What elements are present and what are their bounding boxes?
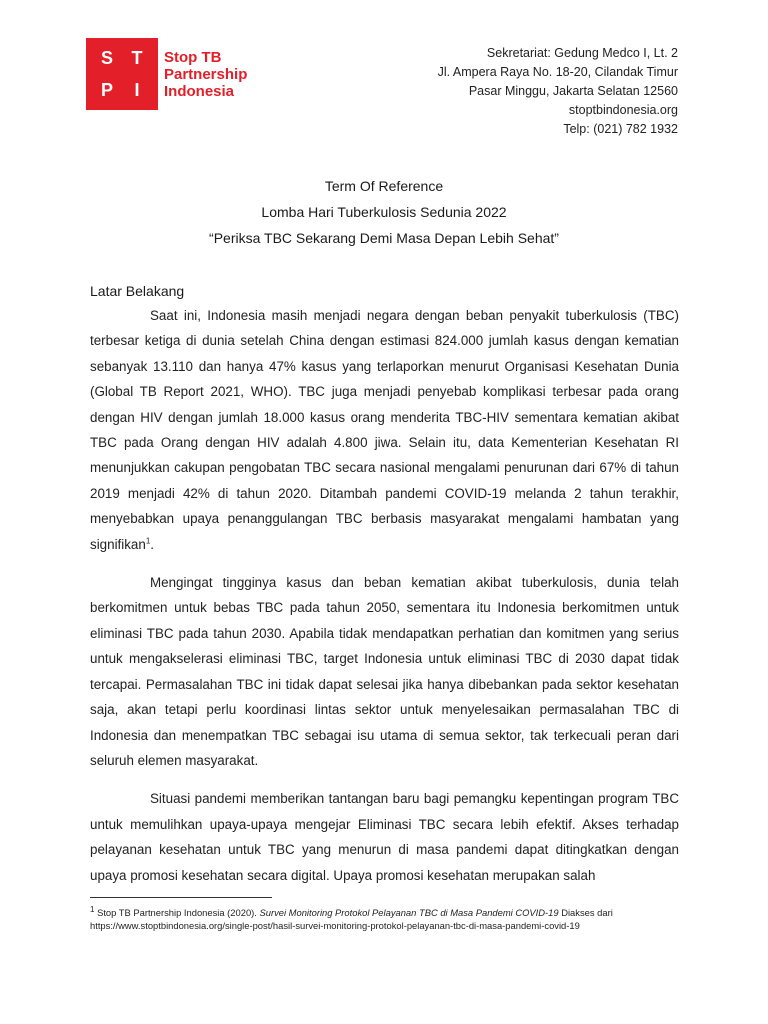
paragraph: Situasi pandemi memberikan tantangan baru bagi pemangku kepentingan program TBC untuk memulihkan upaya-upaya mengejar Eliminasi TBC secara lebih efektif. Akses terhadap pelayanan kesehatan untuk TBC yang menurun di masa pandemi dapat ditingkatkan dengan upaya promosi kesehatan secara digital. Upaya promosi kesehatan merupakan salah — [90, 791, 679, 883]
logo-letter-t: T — [131, 48, 143, 68]
title-line: Lomba Hari Tuberkulosis Sedunia 2022 — [261, 204, 507, 220]
document-body — [90, 303, 679, 901]
logo-name-line: Indonesia — [164, 82, 235, 100]
website-link[interactable]: stoptbindonesia.org — [568, 103, 678, 117]
document-title — [0, 173, 768, 251]
address-line: Jl. Ampera Raya No. 18-20, Cilandak Timur — [437, 65, 678, 79]
section-heading: Latar Belakang — [90, 283, 185, 299]
logo-name-line: Stop TB — [164, 48, 222, 66]
footnote-divider — [90, 897, 272, 898]
secretariat-address — [438, 44, 678, 139]
logo-letter-p: P — [100, 80, 113, 100]
logo-letter-s: S — [100, 48, 113, 68]
title-line: Term Of Reference — [324, 178, 444, 194]
footnote-prefix: Stop TB Partnership Indonesia (2020). — [97, 907, 260, 918]
footnote-suffix: Diakses dari https://www.stoptbindonesia.org/single-post/hasil-survei-monitoring-protokol-pelayanan-tbc-di-masa-pandemi-covid-19 — [90, 907, 613, 931]
footnote-marker: 1 — [90, 904, 95, 914]
footnote-ref[interactable]: 1 — [145, 536, 151, 546]
footnote-title: Survei Monitoring Protokol Pelayanan TBC di Masa Pandemi COVID-19 — [259, 907, 559, 918]
logo-letter-i: I — [134, 80, 140, 100]
phone-number: Telp: (021) 782 1932 — [563, 122, 678, 136]
paragraph-text: Saat ini, Indonesia masih menjadi negara dengan beban penyakit tuberkulosis (TBC) terbesar ketiga di dunia setelah China dengan estimasi 824.000 jumlah kasus dengan kematian sebanyak 13.110 dan hanya 47% kasus yang terlaporkan menurut Organisasi Kesehatan Dunia (Global TB Report 2021, WHO). TBC juga menjadi penyebab komplikasi terbesar pada orang dengan HIV dengan jumlah 18.000 kasus orang menderita TBC-HIV sementara kematian akibat TBC pada Orang dengan HIV adalah 4.800 jiwa. Selain itu, data Kementerian Kesehatan RI menunjukkan cakupan pengobatan TBC secara nasional mengalami penurunan dari 67% di tahun 2019 menjadi 42% di tahun 2020. Ditambah pandemi COVID-19 melanda 2 tahun terakhir, menyebabkan upaya penanggulangan TBC berbasis masyarakat mengalami hambatan yang signifikan — [90, 308, 679, 552]
stpi-logo — [86, 38, 247, 110]
address-line: Pasar Minggu, Jakarta Selatan 12560 — [468, 84, 678, 98]
logo-name-line: Partnership — [164, 65, 248, 83]
paragraph: Mengingat tingginya kasus dan beban kematian akibat tuberkulosis, dunia telah berkomitmen untuk bebas TBC pada tahun 2050, sementara itu Indonesia berkomitmen untuk eliminasi TBC pada tahun 2030. Apabila tidak mendapatkan perhatian dan komitmen yang serius untuk mengakselerasi eliminasi TBC, target Indonesia untuk eliminasi TBC di 2030 dapat tidak tercapai. Permasalahan TBC ini tidak dapat selesai jika hanya dibebankan pada sektor kesehatan saja, akan tetapi perlu koordinasi lintas sektor untuk menyelesaikan permasalahan TBC di Indonesia dan menempatkan TBC sebagai isu utama di semua sektor, tak terkecuali peran dari seluruh elemen masyarakat. — [90, 575, 679, 768]
logo-mark — [86, 38, 158, 110]
address-line: Sekretariat: Gedung Medco I, Lt. 2 — [486, 46, 678, 60]
title-line: “Periksa TBC Sekarang Demi Masa Depan Lebih Sehat” — [209, 230, 559, 246]
footnote — [90, 906, 690, 932]
logo-wordmark — [164, 49, 247, 100]
paragraph: Saat ini, Indonesia masih menjadi negara dengan beban penyakit tuberkulosis (TBC) terbesar ketiga di dunia setelah China dengan estimasi 824.000 jumlah kasus dengan kematian sebanyak 13.110 dan hanya 47% kasus yang terlaporkan menurut Organisasi Kesehatan Dunia (Global TB Report 2021, WHO). TBC juga menjadi penyebab komplikasi terbesar pada orang dengan HIV dengan jumlah 18.000 kasus orang menderita TBC-HIV sementara kematian akibat TBC pada Orang dengan HIV adalah 4.800 jiwa. Selain itu, data Kementerian Kesehatan RI menunjukkan cakupan pengobatan TBC secara nasional mengalami penurunan dari 67% di tahun 2019 menjadi 42% di tahun 2020. Ditambah pandemi COVID-19 melanda 2 tahun terakhir, menyebabkan upaya penanggulangan TBC berbasis masyarakat mengalami hambatan yang signifikan$^1$. — [90, 308, 679, 552]
